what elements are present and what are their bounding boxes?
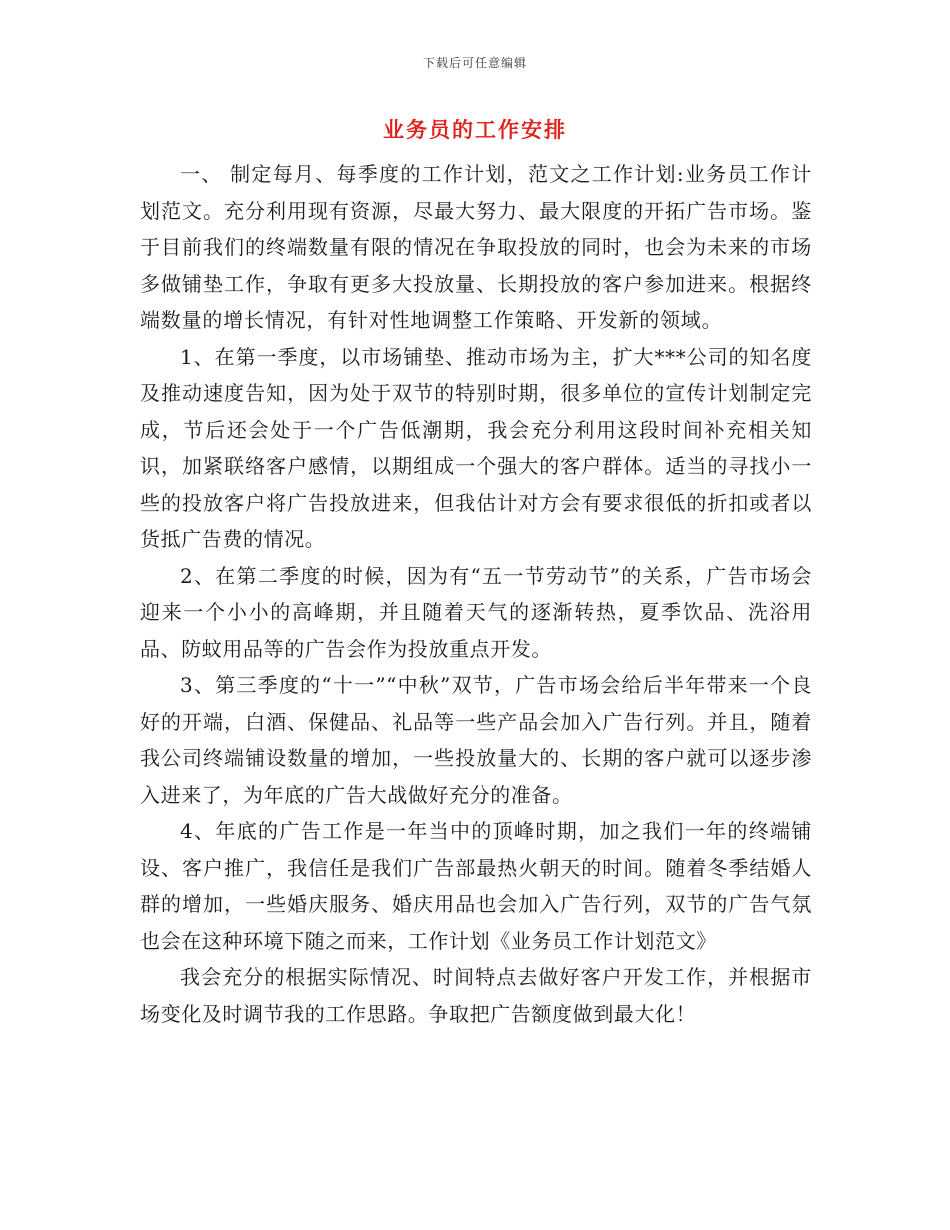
paragraph-q4: 4、年底的广告工作是一年当中的顶峰时期，加之我们一年的终端铺设、客户推广，我信任是我们广告部最热火朝天的时间。随着冬季结婚人群的增加，一些婚庆服务、婚庆用品也会加入广告行列，双节的广告气氛也会在这种环境下随之而来，工作计划《业务员工作计划范文》 — [140, 819, 812, 953]
document-body — [140, 156, 812, 1032]
document-title: 业务员的工作安排 — [383, 117, 567, 142]
header-note: 下载后可任意编辑 — [422, 56, 527, 70]
paragraph-q1: 1、在第一季度，以市场铺垫、推动市场为主，扩大***公司的知名度及推动速度告知，因为处于双节的特别时期，很多单位的宣传计划制定完成，节后还会处于一个广告低潮期，我会充分利用这段时间补充相关知识，加紧联络客户感情，以期组成一个强大的客户群体。适当的寻找小一些的投放客户将广告投放进来，但我估计对方会有要求很低的折扣或者以货抵广告费的情况。 — [140, 344, 812, 551]
paragraph-intro: 一、 制定每月、每季度的工作计划，范文之工作计划:业务员工作计划范文。充分利用现有资源，尽最大努力、最大限度的开拓广告市场。鉴于目前我们的终端数量有限的情况在争取投放的同时，也会为未来的市场多做铺垫工作，争取有更多大投放量、长期投放的客户参加进来。根据终端数量的增长情况，有针对性地调整工作策略、开发新的领域。 — [140, 162, 812, 332]
paragraph-q2: 2、在第二季度的时候，因为有“五一节劳动节”的关系，广告市场会迎来一个小小的高峰期，并且随着天气的逐渐转热，夏季饮品、洗浴用品、防蚊用品等的广告会作为投放重点开发。 — [140, 563, 812, 661]
paragraph-conclusion: 我会充分的根据实际情况、时间特点去做好客户开发工作，并根据市场变化及时调节我的工作思路。争取把广告额度做到最大化！ — [140, 965, 812, 1026]
paragraph-q3: 3、第三季度的“十一”“中秋”双节，广告市场会给后半年带来一个良好的开端，白酒、保健品、礼品等一些产品会加入广告行列。并且，随着我公司终端铺设数量的增加，一些投放量大的、长期的客户就可以逐步渗入进来了，为年底的广告大战做好充分的准备。 — [140, 673, 812, 807]
